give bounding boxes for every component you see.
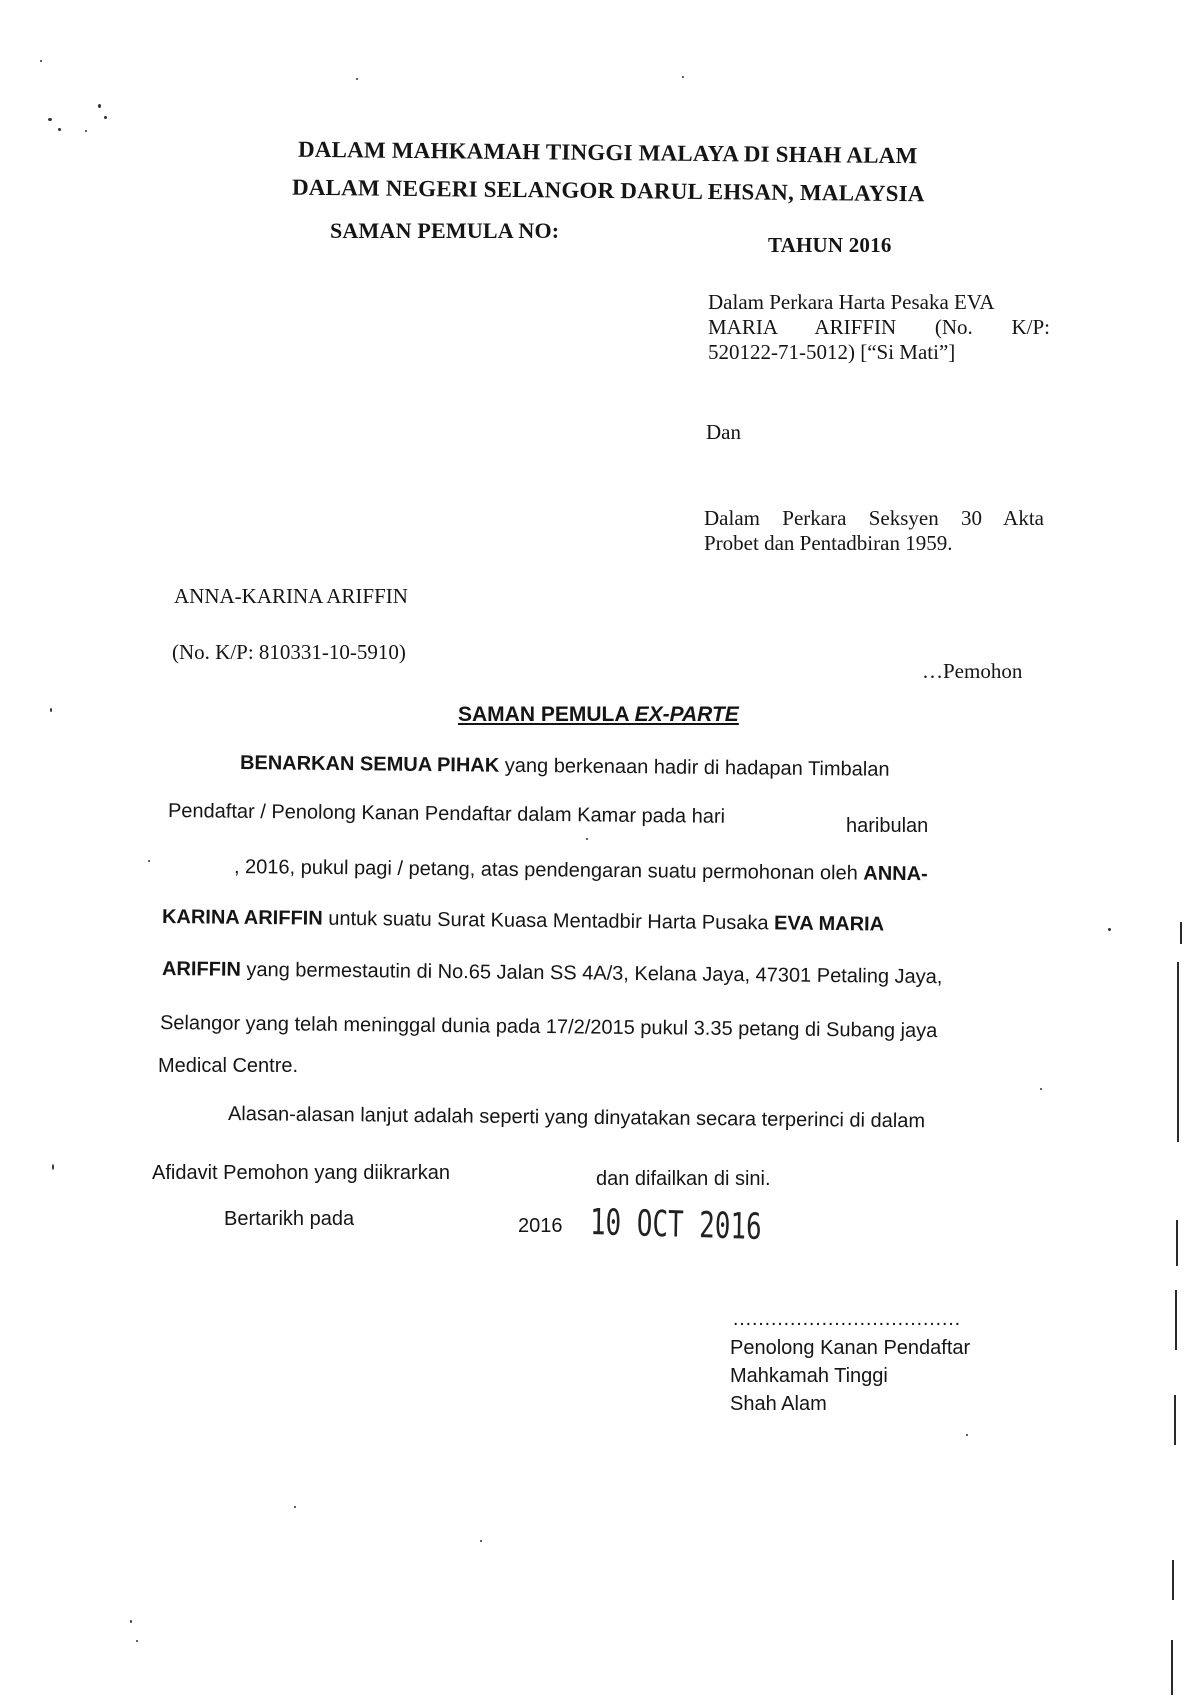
signatory-title: Penolong Kanan Pendaftar xyxy=(730,1337,971,1359)
applicant-name-part-1: ANNA- xyxy=(863,862,928,886)
body-line-2: Pendaftar / Penolong Kanan Pendaftar dalam Kamar pada hari xyxy=(167,800,726,828)
estate-matter-line-1: Dalam Perkara Harta Pesaka EVA xyxy=(708,290,995,314)
applicant-ic-number: (No. K/P: 810331-10-5910) xyxy=(172,640,406,664)
scan-speck xyxy=(98,104,101,108)
haribulan-label: haribulan xyxy=(846,815,929,837)
dated-label: Bertarikh pada xyxy=(224,1208,355,1230)
scan-edge-mark xyxy=(1176,1220,1178,1266)
scan-speck xyxy=(1040,1088,1042,1090)
scan-speck xyxy=(480,1540,482,1542)
scan-speck xyxy=(294,1506,296,1508)
applicant-role: …Pemohon xyxy=(922,659,1023,683)
signatory-court: Mahkamah Tinggi xyxy=(730,1365,888,1387)
scan-edge-mark xyxy=(1180,922,1182,944)
signature-line: ……………………………… xyxy=(732,1308,960,1330)
applicant-name-part-2: KARINA ARIFFIN xyxy=(161,906,323,930)
court-name-line: DALAM MAHKAMAH TINGGI MALAYA DI SHAH ALAM xyxy=(297,136,918,169)
opening-phrase: BENARKAN SEMUA PIHAK xyxy=(239,752,500,777)
body-line-1-rest: yang berkenaan hadir di hadapan Timbalan xyxy=(499,754,890,781)
body-line-7: Medical Centre. xyxy=(158,1055,299,1077)
scan-speck xyxy=(148,860,150,862)
deceased-name-part-1: EVA MARIA xyxy=(773,912,885,936)
scan-speck xyxy=(40,60,42,62)
estate-matter-line-2: MARIA ARIFFIN (No. K/P: xyxy=(708,315,1050,339)
dated-year: 2016 xyxy=(518,1215,563,1237)
scan-speck xyxy=(356,78,358,80)
body-line-6: Selangor yang telah meninggal dunia pada 17/2/2015 pukul 3.35 petang di Subang jaya xyxy=(159,1012,938,1043)
case-year-label: TAHUN 2016 xyxy=(768,233,892,257)
scan-edge-mark xyxy=(1174,1395,1176,1445)
document-title xyxy=(458,703,739,727)
section-matter-block xyxy=(704,506,1044,556)
body-line-3-rest: , 2016, pukul pagi / petang, atas pendengaran suatu permohonan oleh xyxy=(233,856,864,885)
body-line-4-rest: untuk suatu Surat Kuasa Mentadbir Harta Pusaka xyxy=(322,907,775,935)
date-stamp: 10 OCT 2016 xyxy=(589,1202,762,1248)
signatory-location: Shah Alam xyxy=(730,1393,827,1415)
estate-matter-block xyxy=(708,290,1050,365)
scan-edge-mark xyxy=(1171,1640,1173,1695)
scan-speck xyxy=(52,1164,54,1170)
document-title-main: SAMAN PEMULA xyxy=(458,703,635,726)
document-title-italic: EX-PARTE xyxy=(634,703,739,726)
scan-speck xyxy=(136,1640,138,1642)
scan-speck xyxy=(130,1620,132,1623)
body-line-5-rest: yang bermestautin di No.65 Jalan SS 4A/3, Kelana Jaya, 47301 Petaling Jaya, xyxy=(240,958,943,989)
deceased-name-part-2: ARIFFIN xyxy=(161,958,242,981)
case-number-label: SAMAN PEMULA NO: xyxy=(330,218,560,243)
court-state-line: DALAM NEGERI SELANGOR DARUL EHSAN, MALAYSIA xyxy=(291,174,925,207)
body-line-5 xyxy=(162,958,943,989)
section-matter-line-1: Dalam Perkara Seksyen 30 Akta xyxy=(704,506,1044,530)
scan-speck xyxy=(1108,928,1111,931)
scan-speck xyxy=(58,128,61,131)
scan-speck xyxy=(682,76,684,78)
scan-edge-mark xyxy=(1175,1290,1177,1350)
section-matter-line-2: Probet dan Pentadbiran 1959. xyxy=(704,531,953,555)
scan-edge-mark xyxy=(1177,962,1179,1142)
body-line-3 xyxy=(234,856,928,886)
applicant-name: ANNA-KARINA ARIFFIN xyxy=(174,584,408,608)
conjunction-dan: Dan xyxy=(706,420,741,444)
grounds-line-2b: dan difailkan di sini. xyxy=(596,1168,771,1190)
scan-speck xyxy=(104,116,107,119)
scan-edge-mark xyxy=(1172,1560,1174,1600)
body-line-1 xyxy=(240,752,890,782)
estate-matter-line-3: 520122-71-5012) [“Si Mati”] xyxy=(708,340,956,364)
grounds-line-2a: Afidavit Pemohon yang diikrarkan xyxy=(152,1162,450,1184)
scan-speck xyxy=(85,130,87,132)
scan-speck xyxy=(586,838,588,840)
grounds-line-1: Alasan-alasan lanjut adalah seperti yang dinyatakan secara terperinci di dalam xyxy=(227,1103,926,1133)
scan-speck xyxy=(966,1434,968,1436)
body-line-4 xyxy=(162,906,884,937)
scan-speck xyxy=(48,118,52,121)
scan-speck xyxy=(50,708,52,712)
